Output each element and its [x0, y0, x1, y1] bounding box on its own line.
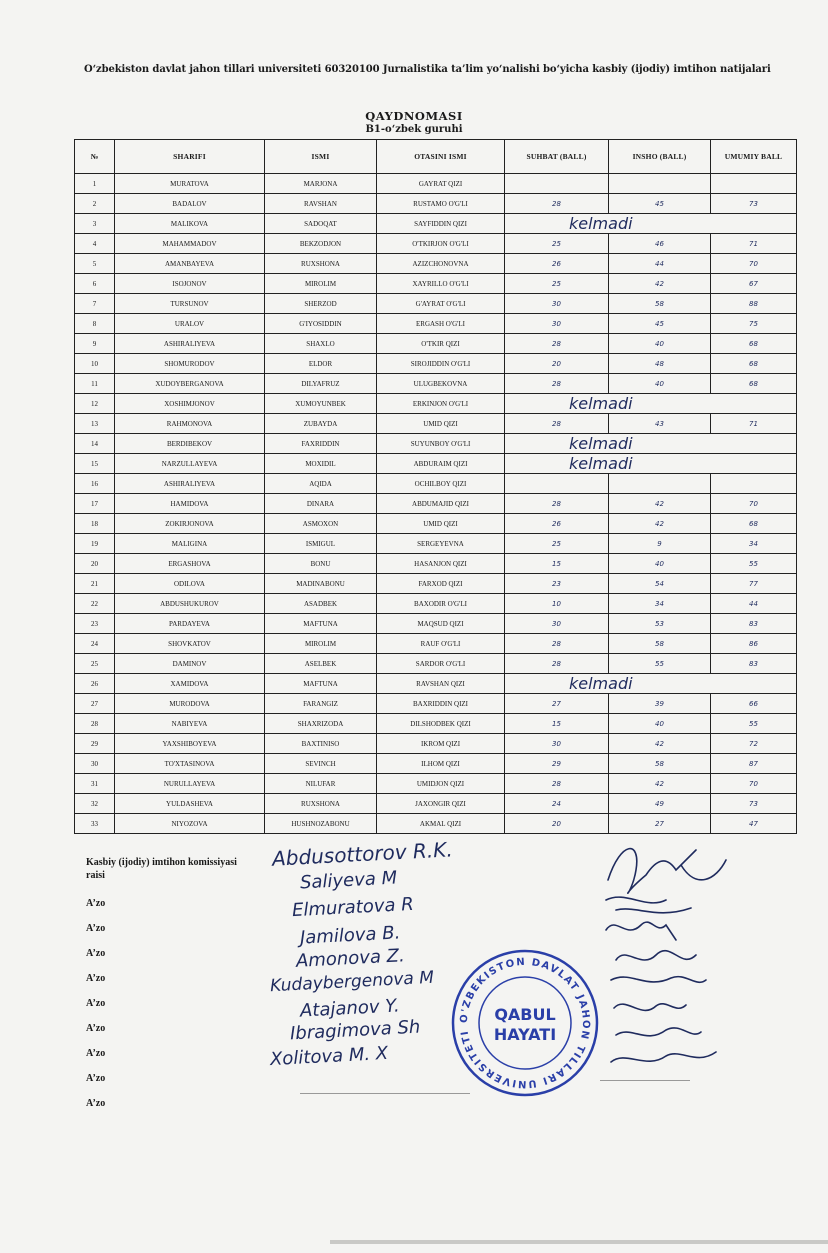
table-row [75, 394, 797, 414]
row-patronymic: FARXOD QIZI [377, 574, 505, 594]
row-number: 21 [75, 574, 115, 594]
row-surname: HAMIDOVA [115, 494, 265, 514]
row-surname: SHOVKATOV [115, 634, 265, 654]
chair-label: Kasbiy (ijodiy) imtihon komissiyasi raisi [86, 857, 237, 881]
row-interview-score: 20 [505, 354, 609, 374]
row-number: 26 [75, 674, 115, 694]
row-total-score: 68 [711, 514, 797, 534]
row-name: ELDOR [265, 354, 377, 374]
stamp-center-line2: HAYATI [493, 1025, 557, 1044]
row-name: SADOQAT [265, 214, 377, 234]
row-patronymic: O'TKIRJON O'G'LI [377, 234, 505, 254]
table-row [75, 594, 797, 614]
table-row [75, 314, 797, 334]
row-number: 8 [75, 314, 115, 334]
row-essay-score: 42 [609, 774, 711, 794]
stamp-ring-text: O'ZBEKISTON DAVLAT JAHON TILLARI UNIVERSITETI [458, 956, 592, 1090]
row-interview-score: 30 [505, 614, 609, 634]
row-number: 22 [75, 594, 115, 614]
row-interview-score: 30 [505, 294, 609, 314]
results-table-body [75, 174, 797, 834]
row-essay-score: 46 [609, 234, 711, 254]
row-essay-score: 40 [609, 714, 711, 734]
row-number: 4 [75, 234, 115, 254]
row-total-score: 68 [711, 374, 797, 394]
col-total-score: UMUMIY BALL [711, 140, 797, 174]
row-number: 6 [75, 274, 115, 294]
table-row [75, 374, 797, 394]
row-total-score: 70 [711, 494, 797, 514]
row-patronymic: UMIDJON QIZI [377, 774, 505, 794]
page-edge-shadow [330, 1240, 828, 1244]
document-title: QAYDNOMASI [365, 109, 463, 123]
row-surname: MALIGINA [115, 534, 265, 554]
row-total-score: 83 [711, 614, 797, 634]
row-surname: MALIKOVA [115, 214, 265, 234]
row-name: FAXRIDDIN [265, 434, 377, 454]
row-patronymic: ILHOM QIZI [377, 754, 505, 774]
row-patronymic: SIROJIDDIN O'G'LI [377, 354, 505, 374]
absent-note: kelmadi [569, 454, 633, 473]
row-interview-score: 10 [505, 594, 609, 614]
row-total-score: 75 [711, 314, 797, 334]
table-row [75, 534, 797, 554]
row-number: 29 [75, 734, 115, 754]
row-total-score: 88 [711, 294, 797, 314]
row-patronymic: AKMAL QIZI [377, 814, 505, 834]
row-number: 11 [75, 374, 115, 394]
row-patronymic: RAVSHAN QIZI [377, 674, 505, 694]
row-essay-score: 42 [609, 494, 711, 514]
row-surname: ZOKIRJONOVA [115, 514, 265, 534]
table-row [75, 434, 797, 454]
row-patronymic: RUSTAMO O'G'LI [377, 194, 505, 214]
row-name: MARJONA [265, 174, 377, 194]
group-subtitle: B1-o‘zbek guruhi [365, 124, 463, 135]
row-essay-score: 44 [609, 254, 711, 274]
col-patronymic: OTASINI ISMI [377, 140, 505, 174]
row-surname: URALOV [115, 314, 265, 334]
row-name: MAFTUNA [265, 614, 377, 634]
row-name: DILYAFRUZ [265, 374, 377, 394]
table-row [75, 274, 797, 294]
row-total-score: 68 [711, 354, 797, 374]
row-patronymic: JAXONGIR QIZI [377, 794, 505, 814]
row-interview-score: 25 [505, 274, 609, 294]
member-handwritten-name: Saliyeva M [299, 867, 398, 894]
col-surname: SHARIFI [115, 140, 265, 174]
row-total-score: 73 [711, 794, 797, 814]
row-number: 15 [75, 454, 115, 474]
row-surname: XUDOYBERGANOVA [115, 374, 265, 394]
row-essay-score: 58 [609, 634, 711, 654]
row-name: G'IYOSIDDIN [265, 314, 377, 334]
row-name: SHAXRIZODA [265, 714, 377, 734]
col-number: № [75, 140, 115, 174]
row-essay-score: 45 [609, 194, 711, 214]
row-total-score [711, 474, 797, 494]
row-patronymic: SAYFIDDIN QIZI [377, 214, 505, 234]
row-number: 24 [75, 634, 115, 654]
row-surname: NIYOZOVA [115, 814, 265, 834]
row-total-score: 55 [711, 554, 797, 574]
row-name: MADINABONU [265, 574, 377, 594]
row-name: RUXSHONA [265, 794, 377, 814]
table-row [75, 494, 797, 514]
row-number: 1 [75, 174, 115, 194]
row-surname: MURODOVA [115, 694, 265, 714]
row-name: MIROLIM [265, 274, 377, 294]
row-essay-score: 45 [609, 314, 711, 334]
col-interview-score: SUHBAT (BALL) [505, 140, 609, 174]
row-surname: ERGASHOVA [115, 554, 265, 574]
row-number: 14 [75, 434, 115, 454]
row-total-score: 34 [711, 534, 797, 554]
signature-scribbles [596, 830, 736, 1080]
row-number: 18 [75, 514, 115, 534]
row-total-score: 55 [711, 714, 797, 734]
member-label: A’zo [86, 948, 106, 959]
row-name: HUSHNOZABONU [265, 814, 377, 834]
row-patronymic: XAYRILLO O'G'LI [377, 274, 505, 294]
row-essay-score: 43 [609, 414, 711, 434]
table-row [75, 474, 797, 494]
row-patronymic: UMID QIZI [377, 514, 505, 534]
table-row [75, 514, 797, 534]
table-row [75, 734, 797, 754]
row-total-score: 70 [711, 254, 797, 274]
absent-note-cell [505, 394, 797, 414]
chair-handwritten-name: Abdusottorov R.K. [271, 837, 454, 871]
row-surname: ABDUSHUKUROV [115, 594, 265, 614]
row-surname: PARDAYEVA [115, 614, 265, 634]
absent-note: kelmadi [569, 434, 633, 453]
member-handwritten-name: Ibragimova Sh [289, 1016, 421, 1045]
row-surname: ISOJONOV [115, 274, 265, 294]
row-total-score: 73 [711, 194, 797, 214]
row-essay-score: 49 [609, 794, 711, 814]
row-name: BAXTINISO [265, 734, 377, 754]
row-surname: DAMINOV [115, 654, 265, 674]
row-number: 3 [75, 214, 115, 234]
row-surname: NABIYEVA [115, 714, 265, 734]
row-total-score: 68 [711, 334, 797, 354]
row-essay-score: 42 [609, 734, 711, 754]
row-essay-score: 42 [609, 514, 711, 534]
absent-note-cell [505, 214, 797, 234]
table-row [75, 774, 797, 794]
row-total-score: 83 [711, 654, 797, 674]
row-number: 10 [75, 354, 115, 374]
row-interview-score: 30 [505, 314, 609, 334]
table-row [75, 414, 797, 434]
table-row [75, 334, 797, 354]
row-patronymic: O'TKIR QIZI [377, 334, 505, 354]
table-row [75, 214, 797, 234]
document-header-title: O‘zbekiston davlat jahon tillari universiteti 60320100 Jurnalistika ta’lim yo‘nalishi bo‘yicha kasbiy (ijodiy) imtihon natijalari [84, 64, 771, 75]
row-interview-score: 24 [505, 794, 609, 814]
row-essay-score: 40 [609, 554, 711, 574]
row-essay-score [609, 174, 711, 194]
table-row [75, 714, 797, 734]
row-interview-score: 28 [505, 634, 609, 654]
row-interview-score: 28 [505, 414, 609, 434]
row-essay-score: 58 [609, 294, 711, 314]
row-surname: MAHAMMADOV [115, 234, 265, 254]
row-name: MIROLIM [265, 634, 377, 654]
row-name: RAVSHAN [265, 194, 377, 214]
row-patronymic: AZIZCHONOVNA [377, 254, 505, 274]
row-essay-score: 54 [609, 574, 711, 594]
row-surname: YAXSHIBOYEVA [115, 734, 265, 754]
row-interview-score: 27 [505, 694, 609, 714]
row-surname: RAHMONOVA [115, 414, 265, 434]
row-total-score: 87 [711, 754, 797, 774]
row-essay-score: 58 [609, 754, 711, 774]
row-total-score: 70 [711, 774, 797, 794]
member-label: A’zo [86, 923, 106, 934]
row-essay-score [609, 474, 711, 494]
row-patronymic: ULUGBEKOVNA [377, 374, 505, 394]
table-row [75, 634, 797, 654]
row-patronymic: SUYUNBOY O'G'LI [377, 434, 505, 454]
member-label: A’zo [86, 973, 106, 984]
row-essay-score: 55 [609, 654, 711, 674]
row-total-score: 47 [711, 814, 797, 834]
row-surname: TURSUNOV [115, 294, 265, 314]
row-essay-score: 40 [609, 334, 711, 354]
table-row [75, 294, 797, 314]
table-header-row [75, 140, 797, 174]
row-name: DINARA [265, 494, 377, 514]
row-patronymic: DILSHODBEK QIZI [377, 714, 505, 734]
row-patronymic: BAXODIR O'G'LI [377, 594, 505, 614]
row-number: 7 [75, 294, 115, 314]
row-name: BONU [265, 554, 377, 574]
row-number: 13 [75, 414, 115, 434]
row-patronymic: UMID QIZI [377, 414, 505, 434]
table-row [75, 454, 797, 474]
row-patronymic: GAYRAT QIZI [377, 174, 505, 194]
row-total-score [711, 174, 797, 194]
absent-note: kelmadi [569, 674, 633, 693]
member-handwritten-name: Jamilova B. [299, 922, 401, 949]
table-row [75, 254, 797, 274]
row-total-score: 71 [711, 414, 797, 434]
member-label: A’zo [86, 1098, 106, 1109]
row-number: 20 [75, 554, 115, 574]
row-essay-score: 9 [609, 534, 711, 554]
row-essay-score: 34 [609, 594, 711, 614]
row-patronymic: BAXRIDDIN QIZI [377, 694, 505, 714]
table-row [75, 754, 797, 774]
row-surname: YULDASHEVA [115, 794, 265, 814]
row-name: FARANGIZ [265, 694, 377, 714]
absent-note-cell [505, 434, 797, 454]
table-row [75, 654, 797, 674]
row-number: 27 [75, 694, 115, 714]
row-patronymic: RAUF O'G'LI [377, 634, 505, 654]
row-total-score: 77 [711, 574, 797, 594]
row-interview-score: 29 [505, 754, 609, 774]
row-patronymic: G'AYRAT O'G'LI [377, 294, 505, 314]
row-surname: ASHIRALIYEVA [115, 474, 265, 494]
row-name: MAFTUNA [265, 674, 377, 694]
row-total-score: 71 [711, 234, 797, 254]
row-patronymic: ABDUMAJID QIZI [377, 494, 505, 514]
row-name: ASADBEK [265, 594, 377, 614]
row-interview-score [505, 174, 609, 194]
signature-block [86, 856, 256, 1109]
row-interview-score [505, 474, 609, 494]
row-number: 17 [75, 494, 115, 514]
row-surname: TO'XTASINOVA [115, 754, 265, 774]
member-label: A’zo [86, 1073, 106, 1084]
member-handwritten-name: Elmuratova R [291, 893, 415, 922]
row-name: MOXIDIL [265, 454, 377, 474]
row-interview-score: 28 [505, 654, 609, 674]
row-number: 31 [75, 774, 115, 794]
row-surname: ODILOVA [115, 574, 265, 594]
row-number: 12 [75, 394, 115, 414]
row-surname: ASHIRALIYEVA [115, 334, 265, 354]
row-essay-score: 27 [609, 814, 711, 834]
row-interview-score: 15 [505, 714, 609, 734]
row-surname: XAMIDOVA [115, 674, 265, 694]
table-row [75, 694, 797, 714]
row-number: 28 [75, 714, 115, 734]
row-essay-score: 48 [609, 354, 711, 374]
row-total-score: 67 [711, 274, 797, 294]
row-name: ISMIGUL [265, 534, 377, 554]
signature-line [600, 1080, 690, 1081]
row-patronymic: IKROM QIZI [377, 734, 505, 754]
row-interview-score: 26 [505, 514, 609, 534]
member-label: A’zo [86, 1048, 106, 1059]
row-interview-score: 28 [505, 374, 609, 394]
row-interview-score: 23 [505, 574, 609, 594]
row-total-score: 86 [711, 634, 797, 654]
row-number: 30 [75, 754, 115, 774]
table-row [75, 554, 797, 574]
col-essay-score: INSHO (BALL) [609, 140, 711, 174]
table-row [75, 354, 797, 374]
row-interview-score: 20 [505, 814, 609, 834]
row-interview-score: 25 [505, 234, 609, 254]
row-number: 16 [75, 474, 115, 494]
table-row [75, 174, 797, 194]
row-patronymic: HASANJON QIZI [377, 554, 505, 574]
row-number: 19 [75, 534, 115, 554]
row-total-score: 72 [711, 734, 797, 754]
row-interview-score: 28 [505, 334, 609, 354]
table-row [75, 574, 797, 594]
row-name: XUMOYUNBEK [265, 394, 377, 414]
row-essay-score: 42 [609, 274, 711, 294]
row-name: AQIDA [265, 474, 377, 494]
col-name: ISMI [265, 140, 377, 174]
table-row [75, 674, 797, 694]
row-interview-score: 30 [505, 734, 609, 754]
member-handwritten-name: Atajanov Y. [299, 995, 401, 1022]
table-row [75, 234, 797, 254]
row-patronymic: ABDURAIM QIZI [377, 454, 505, 474]
row-patronymic: SERGEYEVNA [377, 534, 505, 554]
member-label: A’zo [86, 898, 106, 909]
row-essay-score: 53 [609, 614, 711, 634]
signature-line [300, 1093, 470, 1094]
row-name: SEVINCH [265, 754, 377, 774]
row-number: 32 [75, 794, 115, 814]
row-interview-score: 26 [505, 254, 609, 274]
row-surname: BERDIBEKOV [115, 434, 265, 454]
row-interview-score: 28 [505, 194, 609, 214]
row-number: 25 [75, 654, 115, 674]
university-stamp [450, 948, 600, 1098]
stamp-center-line1: QABUL [494, 1005, 556, 1024]
row-surname: NURULLAYEVA [115, 774, 265, 794]
member-label: A’zo [86, 1023, 106, 1034]
row-number: 2 [75, 194, 115, 214]
row-number: 9 [75, 334, 115, 354]
row-name: SHAXLO [265, 334, 377, 354]
row-total-score: 44 [711, 594, 797, 614]
table-row [75, 194, 797, 214]
member-handwritten-name: Kudaybergenova M [269, 967, 435, 997]
row-patronymic: ERKINJON O'G'LI [377, 394, 505, 414]
absent-note: kelmadi [569, 214, 633, 233]
table-row [75, 794, 797, 814]
row-name: ZUBAYDA [265, 414, 377, 434]
absent-note: kelmadi [569, 394, 633, 413]
row-patronymic: SARDOR O'G'LI [377, 654, 505, 674]
row-surname: XOSHIMJONOV [115, 394, 265, 414]
row-patronymic: OCHILBOY QIZI [377, 474, 505, 494]
row-surname: SHOMURODOV [115, 354, 265, 374]
row-surname: NARZULLAYEVA [115, 454, 265, 474]
absent-note-cell [505, 674, 797, 694]
row-patronymic: MAQSUD QIZI [377, 614, 505, 634]
table-row [75, 614, 797, 634]
row-essay-score: 39 [609, 694, 711, 714]
row-name: SHERZOD [265, 294, 377, 314]
row-total-score: 66 [711, 694, 797, 714]
member-label: A’zo [86, 998, 106, 1009]
row-essay-score: 40 [609, 374, 711, 394]
row-number: 33 [75, 814, 115, 834]
row-name: NILUFAR [265, 774, 377, 794]
row-name: ASMOXON [265, 514, 377, 534]
row-name: RUXSHONA [265, 254, 377, 274]
row-patronymic: ERGASH O'G'LI [377, 314, 505, 334]
row-name: ASELBEK [265, 654, 377, 674]
row-number: 23 [75, 614, 115, 634]
row-interview-score: 25 [505, 534, 609, 554]
row-surname: MURATOVA [115, 174, 265, 194]
member-handwritten-name: Amonova Z. [295, 945, 406, 972]
results-table [74, 139, 797, 834]
row-surname: AMANBAYEVA [115, 254, 265, 274]
absent-note-cell [505, 454, 797, 474]
row-interview-score: 15 [505, 554, 609, 574]
member-handwritten-name: Xolitova M. X [269, 1042, 389, 1071]
row-name: BEKZODJON [265, 234, 377, 254]
row-interview-score: 28 [505, 774, 609, 794]
row-number: 5 [75, 254, 115, 274]
row-interview-score: 28 [505, 494, 609, 514]
row-surname: BADALOV [115, 194, 265, 214]
